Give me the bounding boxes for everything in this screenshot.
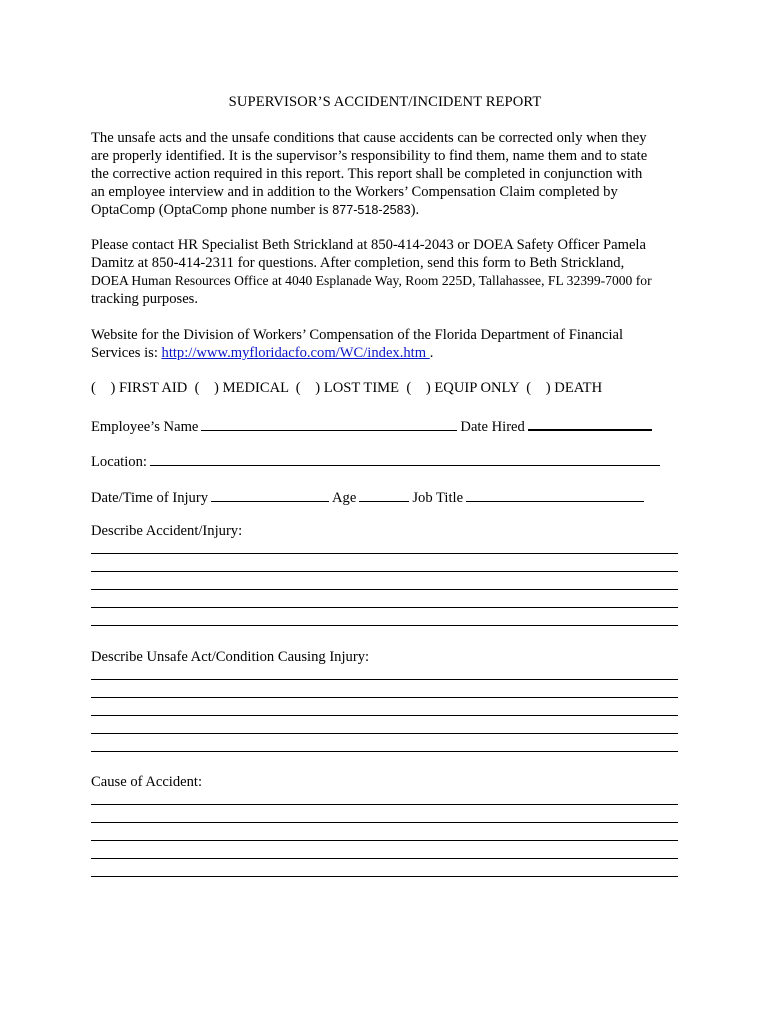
location-row	[91, 451, 663, 471]
intro-line-1: The unsafe acts and the unsafe conditions that cause accidents can be corrected only when they	[91, 130, 647, 146]
dwc-website-link[interactable]: http://www.myfloridacfo.com/WC/index.htm	[161, 345, 430, 361]
describe-accident-label: Describe Accident/Injury:	[91, 523, 243, 539]
contact-paragraph	[91, 236, 679, 308]
contact-line-2: Damitz at 850-414-2311 for questions. After completion, send this form to Beth Strickland,	[91, 255, 625, 271]
intro-line-5	[91, 201, 679, 219]
website-line-1: Website for the Division of Workers’ Compensation of the Florida Department of Financial	[91, 327, 624, 343]
describe-accident-line-5[interactable]	[91, 625, 678, 626]
describe-unsafe-line-5[interactable]	[91, 751, 678, 752]
describe-unsafe-line-3[interactable]	[91, 715, 678, 716]
website-line-2-post: .	[429, 345, 434, 361]
location-field[interactable]	[150, 451, 660, 466]
checkbox-first-aid[interactable]: ( ) FIRST AID	[91, 380, 188, 396]
employee-row	[91, 415, 655, 436]
cause-line-4[interactable]	[91, 858, 678, 859]
job-title-label: Job Title	[412, 490, 464, 506]
employee-name-label: Employee’s Name	[91, 419, 199, 435]
intro-paragraph	[91, 129, 679, 219]
checkbox-label-first-aid: FIRST AID	[119, 380, 188, 396]
describe-accident-line-2[interactable]	[91, 571, 678, 572]
date-time-injury-label: Date/Time of Injury	[91, 490, 209, 506]
checkbox-label-lost-time: LOST TIME	[323, 380, 400, 396]
intro-line-2: are properly identified. It is the supervisor’s responsibility to find them, name them and to state	[91, 148, 648, 164]
checkbox-death[interactable]: ( ) DEATH	[526, 380, 603, 396]
describe-unsafe-line-2[interactable]	[91, 697, 678, 698]
optacomp-phone: 877-518-2583	[332, 203, 411, 217]
cause-label: Cause of Accident:	[91, 774, 203, 790]
page-title: SUPERVISOR’S ACCIDENT/INCIDENT REPORT	[228, 94, 542, 110]
describe-accident-line-3[interactable]	[91, 589, 678, 590]
checkbox-label-equip-only: EQUIP ONLY	[434, 380, 519, 396]
date-time-injury-field[interactable]	[211, 487, 329, 502]
cause-line-3[interactable]	[91, 840, 678, 841]
date-hired-label: Date Hired	[460, 419, 525, 435]
intro-line-3: the corrective action required in this report. This report shall be completed in conjunction with	[91, 166, 643, 182]
checkbox-medical[interactable]: ( ) MEDICAL	[194, 380, 289, 396]
contact-line-1: Please contact HR Specialist Beth Strickland at 850-414-2043 or DOEA Safety Officer Pamela	[91, 237, 646, 253]
date-hired-field[interactable]	[528, 415, 652, 431]
injury-details-row	[91, 487, 647, 507]
describe-unsafe-line-1[interactable]	[91, 679, 678, 680]
intro-line-5-pre: OptaComp (OptaComp phone number is	[91, 202, 333, 218]
website-line-2-pre: Services is:	[91, 345, 162, 361]
checkbox-lost-time[interactable]: ( ) LOST TIME	[295, 380, 400, 396]
location-label: Location:	[91, 454, 147, 470]
describe-unsafe-label: Describe Unsafe Act/Condition Causing Injury:	[91, 649, 370, 665]
intro-line-5-post: ).	[410, 202, 420, 218]
describe-unsafe-line-4[interactable]	[91, 733, 678, 734]
website-paragraph	[91, 326, 679, 362]
injury-type-checkboxes	[91, 379, 602, 397]
describe-accident-line-4[interactable]	[91, 607, 678, 608]
checkbox-equip-only[interactable]: ( ) EQUIP ONLY	[406, 380, 519, 396]
age-label: Age	[332, 490, 357, 506]
cause-line-2[interactable]	[91, 822, 678, 823]
contact-line-3: DOEA Human Resources Office at 4040 Esplanade Way, Room 225D, Tallahassee, FL 32399-7000 for	[91, 273, 652, 288]
age-field[interactable]	[359, 487, 409, 502]
checkbox-label-medical: MEDICAL	[222, 380, 289, 396]
describe-accident-line-1[interactable]	[91, 553, 678, 554]
contact-line-4: tracking purposes.	[91, 291, 198, 307]
website-line-2	[91, 344, 679, 362]
cause-line-1[interactable]	[91, 804, 678, 805]
job-title-field[interactable]	[466, 487, 644, 502]
checkbox-label-death: DEATH	[554, 380, 603, 396]
employee-name-field[interactable]	[201, 416, 457, 431]
cause-line-5[interactable]	[91, 876, 678, 877]
intro-line-4: an employee interview and in addition to the Workers’ Compensation Claim completed by	[91, 184, 618, 200]
